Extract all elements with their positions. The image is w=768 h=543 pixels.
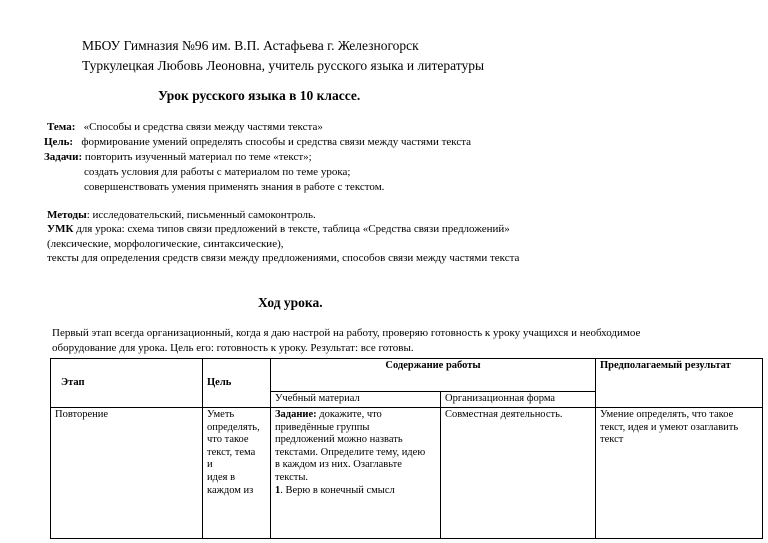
intro-line-2: оборудование для урока. Цель его: готовность к уроку. Результат: все готовы. <box>52 342 414 354</box>
umk-label: УМК <box>47 223 74 235</box>
cell-stage: Повторение <box>51 408 203 539</box>
cell-material: Задание: докажите, что приведённые группы предложений можно назвать текстами. Определите тему, идею в каждом из них. Озаглавьте тексты. 1. Верю в конечный смысл <box>271 408 441 539</box>
lesson-title: Урок русского языка в 10 классе. <box>158 88 361 103</box>
cell-form: Совместная деятельность. <box>441 408 596 539</box>
header-material: Учебный материал <box>271 392 441 408</box>
goal-line <box>44 136 471 148</box>
table-row <box>51 408 763 539</box>
header-form: Организационная форма <box>441 392 596 408</box>
topic-label: Тема: <box>47 121 76 133</box>
goal-label: Цель: <box>44 136 74 148</box>
goal-value: формирование умений определять способы и средства связи между частями текста <box>81 136 472 148</box>
tasks-label: Задачи: <box>44 151 83 163</box>
intro-line-1: Первый этап всегда организационный, когда я даю настрой на работу, проверяю готовность к уроку учащихся и необходимое <box>52 327 641 339</box>
cell-result: Умение определять, что такое текст, идея и умеют озаглавить текст <box>596 408 763 539</box>
umk-line <box>47 223 510 235</box>
topic-value: «Способы и средства связи между частями текста» <box>83 121 323 133</box>
task-item: повторить изученный материал по теме «текст»; <box>84 151 312 163</box>
umk-line-3: тексты для определения средств связи между предложениями, способов связи между частями текста <box>47 252 520 264</box>
umk-value: для урока: схема типов связи предложений в тексте, таблица «Средства связи предложений» <box>73 223 510 235</box>
course-title: Ход урока. <box>258 295 323 310</box>
header-content: Содержание работы <box>271 359 596 392</box>
school-name: МБОУ Гимназия №96 им. В.П. Астафьева г. Железногорск <box>82 38 419 53</box>
methods-value: : исследовательский, письменный самоконтроль. <box>86 209 316 221</box>
teacher-name: Туркулецкая Любовь Леоновна, учитель русского языка и литературы <box>82 58 485 73</box>
task-item: создать условия для работы с материалом по теме урока; <box>84 166 351 178</box>
umk-line-2: (лексические, морфологические, синтаксические), <box>47 238 284 250</box>
task-label: Задание: <box>275 409 317 420</box>
topic-line <box>47 121 323 133</box>
header-goal: Цель <box>203 359 271 408</box>
table-header-row <box>51 359 763 392</box>
lesson-plan-table <box>50 358 763 539</box>
task-item: совершенствовать умения применять знания в работе с текстом. <box>84 181 385 193</box>
cell-goal: Уметь определять, что такое текст, тема и идея в каждом из <box>203 408 271 539</box>
header-stage: Этап <box>51 359 203 408</box>
methods-label: Методы <box>47 209 87 221</box>
header-result: Предполагаемый результат <box>596 359 763 408</box>
methods-line <box>47 209 316 221</box>
tasks-line <box>44 151 312 163</box>
